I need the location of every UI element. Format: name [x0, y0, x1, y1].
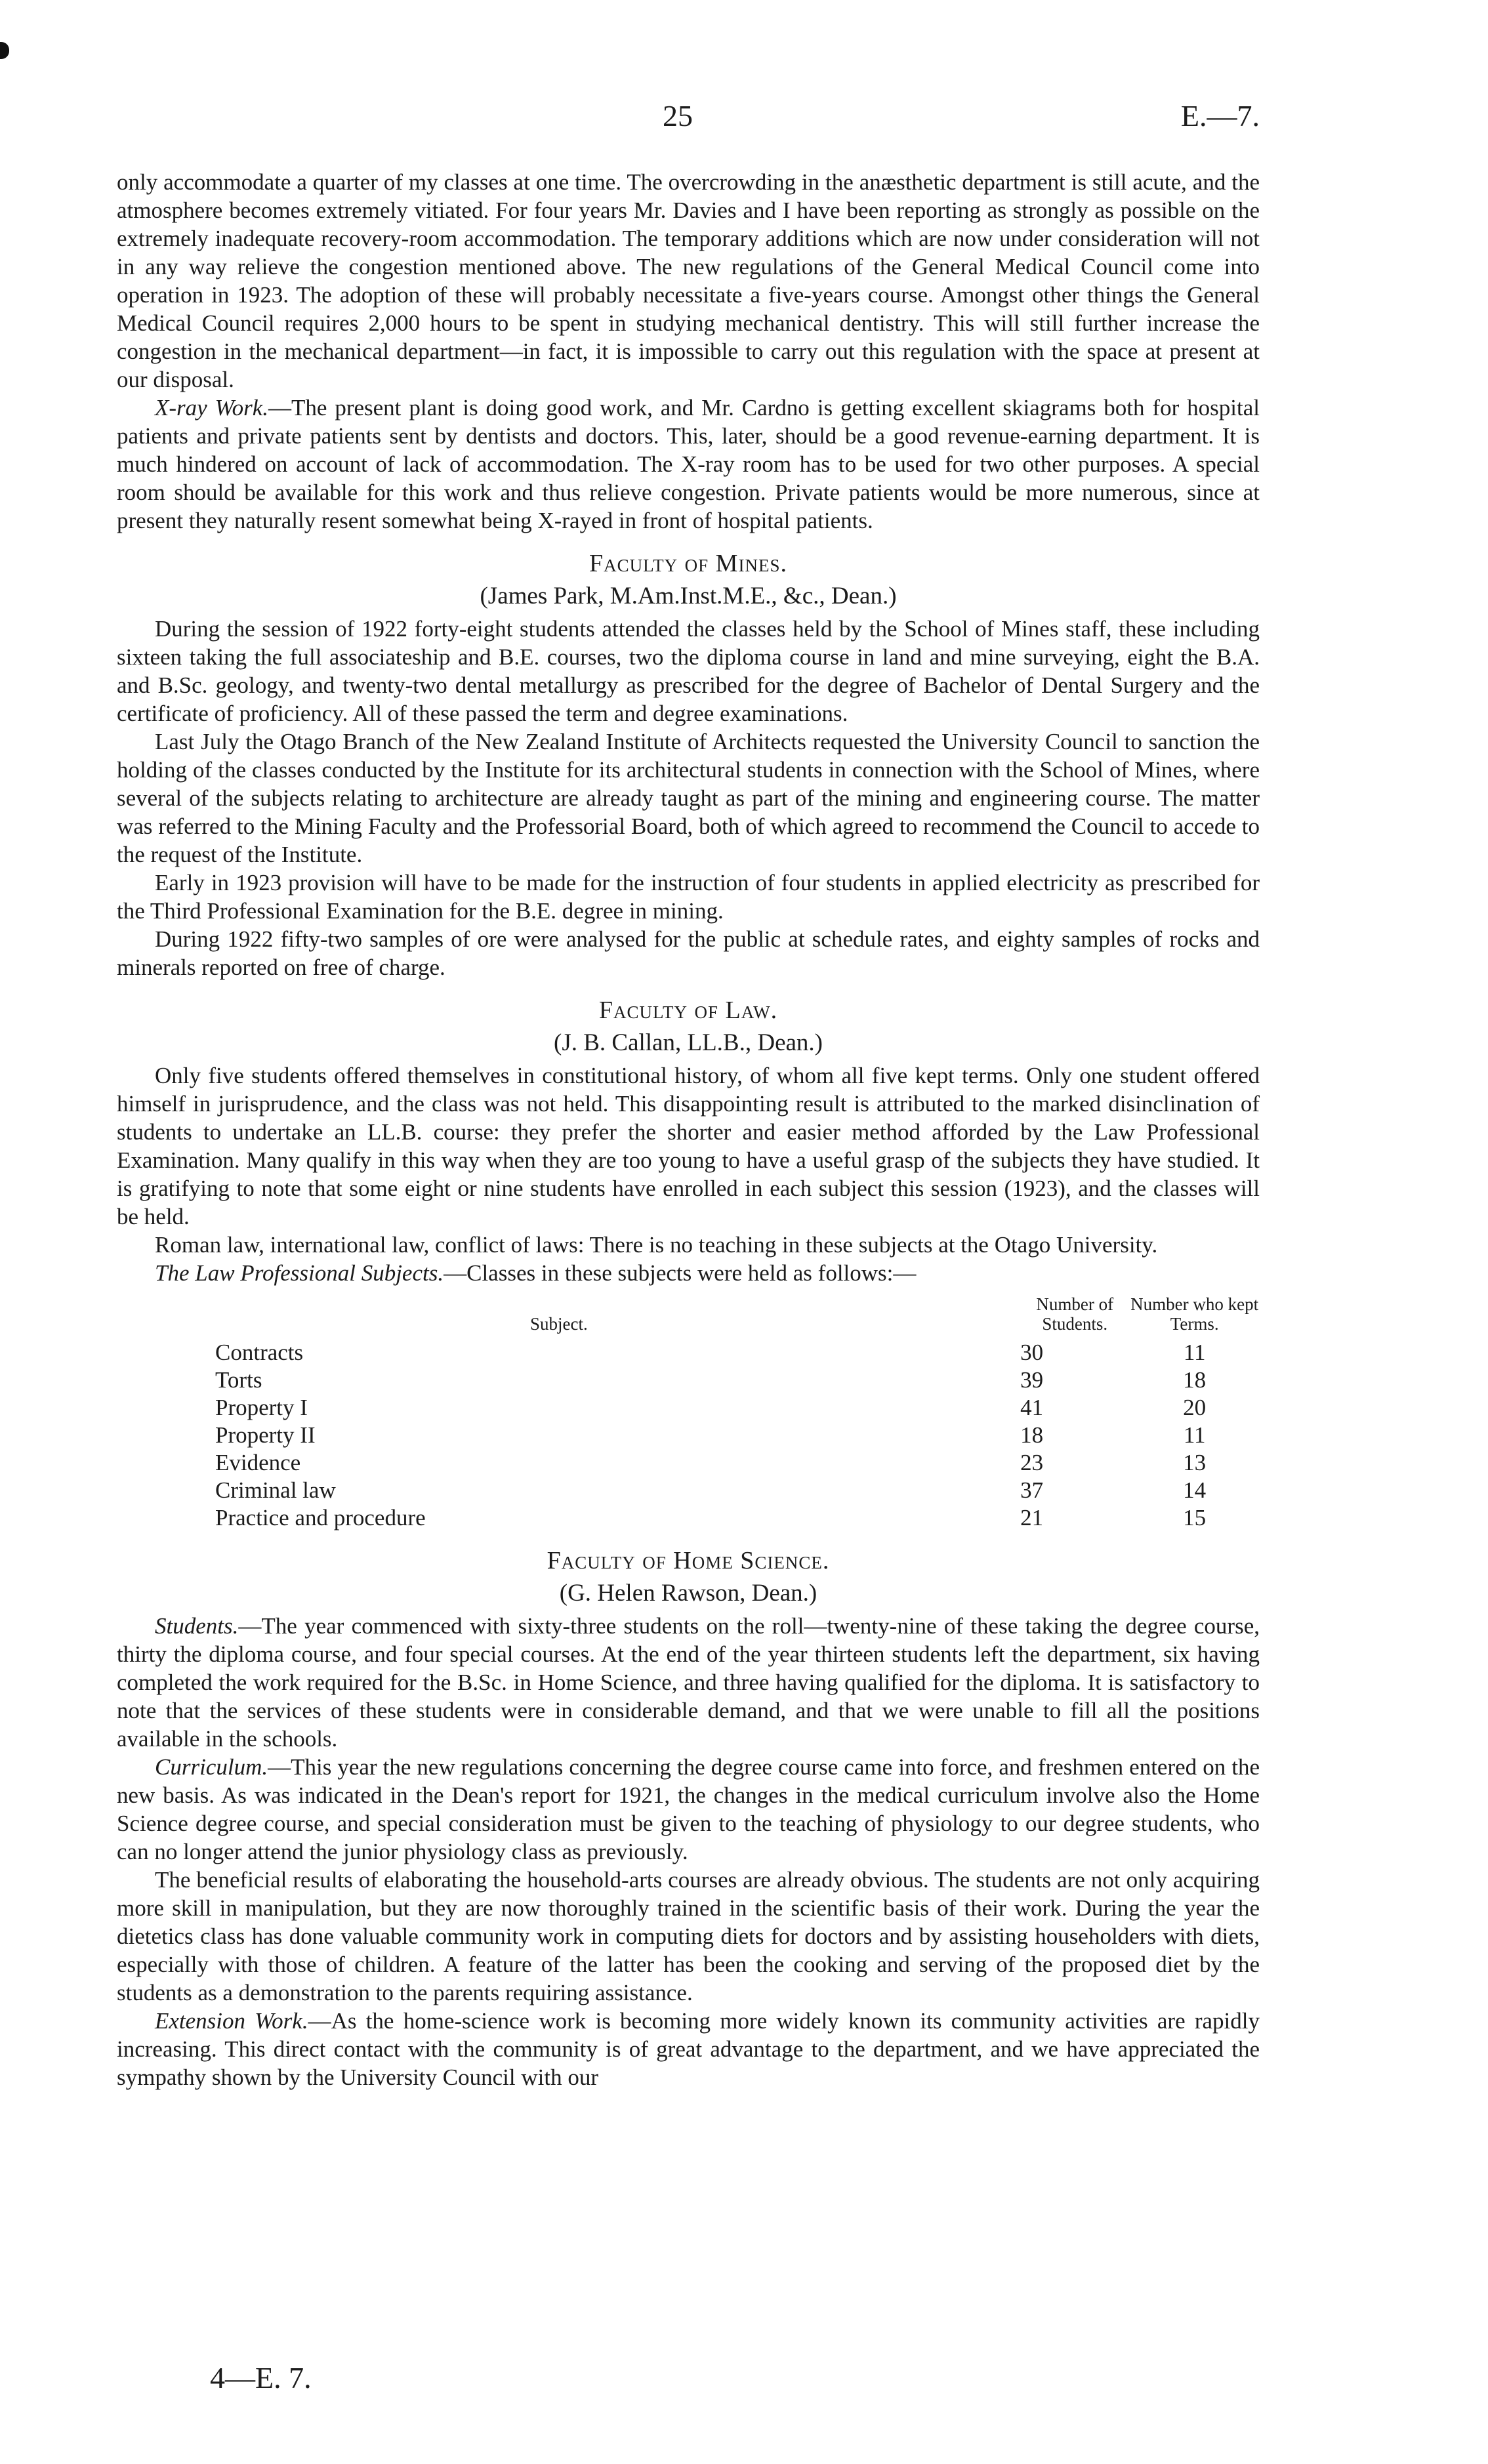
law-paragraph-2: Roman law, international law, conflict of laws: There is no teaching in these subjects at the Otago University. [155, 1232, 1158, 1258]
home-science-students-paragraph [117, 1612, 1260, 1753]
column-header-students: Number of Students. [1036, 1294, 1114, 1334]
law-subjects-paragraph [117, 1259, 1260, 1287]
home-science-curriculum-paragraph [117, 1753, 1260, 1866]
margin-mark [0, 42, 9, 59]
students-cell: 41 [1020, 1395, 1044, 1420]
page-body [117, 168, 1260, 2091]
subject-cell: Criminal law [215, 1477, 336, 1503]
subject-cell: Practice and procedure [215, 1505, 426, 1530]
document-code: E.—7. [1180, 99, 1260, 133]
page-number: 25 [663, 99, 693, 133]
mines-paragraph-2: Last July the Otago Branch of the New Zealand Institute of Architects requested the University Council to sanction the holding of the classes conducted by the Institute for its architectural students in connection with the School of Mines, where several of the subjects relating to architecture are already taught as part of the mining and engineering course. The matter was referred to the Mining Faculty and the Professorial Board, both of which agreed to recommend the Council to accede to the request of the Institute. [117, 729, 1260, 867]
home-science-dean: (G. Helen Rawson, Dean.) [559, 1580, 817, 1607]
mines-paragraph-4: During 1922 fifty-two samples of ore were analysed for the public at schedule rates, and eighty samples of rocks and minerals reported on free of charge. [117, 926, 1260, 980]
table-row [215, 1339, 1260, 1366]
curriculum-text: —This year the new regulations concerning the degree course came into force, and freshmen entered on the new basis. As was indicated in the Dean's report for 1921, the changes in the medical curriculum involve also the Home Science degree course, and special consideration must be given to the teaching of physiology to our degree students, who can no longer attend the junior physiology class as previously. [117, 1754, 1260, 1864]
law-subjects-lead: The Law Professional Subjects. [155, 1260, 444, 1286]
curriculum-lead: Curriculum. [155, 1754, 268, 1780]
mines-paragraph-3: Early in 1923 provision will have to be made for the instruction of four students in applied electricity as prescribed for the Third Professional Examination for the B.E. degree in mining. [117, 870, 1260, 924]
xray-text: —The present plant is doing good work, and Mr. Cardno is getting excellent skiagrams both for hospital patients and private patients sent by dentists and doctors. This, later, should be a good revenue-earning department. It is much hindered on account of lack of accommodation. The X-ray room has to be used for two other purposes. A special room should be available for this work and thus relieve congestion. Private patients would be more numerous, since at present they naturally resent somewhat being X-rayed in front of hospital patients. [117, 395, 1260, 533]
kept-terms-cell: 11 [1183, 1422, 1206, 1448]
table-header-row [215, 1294, 1260, 1339]
extension-lead: Extension Work. [155, 2008, 308, 2034]
students-cell: 30 [1020, 1340, 1044, 1365]
subject-cell: Torts [215, 1367, 262, 1393]
column-header-subject: Subject. [530, 1314, 588, 1334]
law-subjects-table [215, 1294, 1260, 1532]
page-header [0, 98, 1488, 138]
home-science-title: Faculty of Home Science. [547, 1547, 830, 1574]
table-row [215, 1477, 1260, 1504]
extension-text: —As the home-science work is becoming more widely known its community activities are rapidly increasing. This direct contact with the community is of great advantage to the department, and we have appreciated the sympathy shown by the University Council with our [117, 2008, 1260, 2090]
law-paragraph-1: Only five students offered themselves in constitutional history, of whom all five kept terms. Only one student offered himself in jurisprudence, and the class was not held. This disappointing result is attributed to the marked disinclination of students to undertake an LL.B. course: they prefer the shorter and easier method afforded by the Law Professional Examination. Many qualify in this way when they are too young to have a useful grasp of the subjects they have studied. It is gratifying to note that some eight or nine students have enrolled in each subject this session (1923), and the classes will be held. [117, 1063, 1260, 1229]
mines-paragraph-1: During the session of 1922 forty-eight students attended the classes held by the School of Mines staff, these including sixteen taking the full associateship and B.E. courses, two the diploma course in land and mine surveying, eight the B.A. and B.Sc. geology, and twenty-two dental metallurgy as prescribed for the degree of Bachelor of Dental Surgery and the certificate of proficiency. All of these passed the term and degree examinations. [117, 616, 1260, 726]
students-cell: 23 [1020, 1450, 1044, 1475]
law-subjects-text: —Classes in these subjects were held as follows:— [444, 1260, 917, 1286]
students-cell: 37 [1020, 1477, 1044, 1503]
home-science-extension-paragraph [117, 2007, 1260, 2091]
subject-cell: Property I [215, 1395, 308, 1420]
footer-code: 4—E. 7. [210, 2361, 312, 2394]
students-cell: 18 [1020, 1422, 1044, 1448]
kept-terms-cell: 11 [1183, 1340, 1206, 1365]
students-cell: 21 [1020, 1505, 1044, 1530]
kept-terms-cell: 18 [1183, 1367, 1207, 1393]
table-row [215, 1394, 1260, 1422]
kept-terms-cell: 15 [1183, 1505, 1207, 1530]
law-title: Faculty of Law. [598, 996, 778, 1024]
table-row [215, 1449, 1260, 1477]
subject-cell: Property II [215, 1422, 316, 1448]
kept-terms-cell: 20 [1183, 1395, 1207, 1420]
students-text: —The year commenced with sixty-three students on the roll—twenty-nine of these taking the degree course, thirty the diploma course, and four special courses. At the end of the year thirteen students left the department, six having completed the work required for the B.Sc. in Home Science, and three having qualified for the diploma. It is satisfactory to note that the services of these students were in considerable demand, and that we were unable to fill all the positions available in the schools. [117, 1613, 1260, 1752]
subject-cell: Evidence [215, 1450, 301, 1475]
xray-paragraph [117, 394, 1260, 535]
xray-lead: X-ray Work. [155, 395, 268, 421]
kept-terms-cell: 13 [1183, 1450, 1207, 1475]
students-lead: Students. [155, 1613, 239, 1639]
mines-dean: (James Park, M.Am.Inst.M.E., &c., Dean.) [480, 583, 897, 609]
table-row [215, 1366, 1260, 1394]
students-cell: 39 [1020, 1367, 1044, 1393]
subject-cell: Contracts [215, 1340, 304, 1365]
mines-title: Faculty of Mines. [589, 550, 787, 577]
home-science-arts-paragraph: The beneficial results of elaborating the household-arts courses are already obvious. The students are not only acquiring more skill in manipulation, but they are now thoroughly trained in the scientific basis of their work. During the year the dietetics class has done valuable community work in computing diets for doctors and by assisting householders with diets, especially with those of children. A feature of the latter has been the cooking and serving of the proposed diet by the students as a demonstration to the parents requiring assistance. [117, 1867, 1260, 2005]
intro-paragraph: only accommodate a quarter of my classes at one time. The overcrowding in the anæsthetic department is still acute, and the atmosphere becomes extremely vitiated. For four years Mr. Davies and I have been reporting as strongly as possible on the extremely inadequate recovery-room accommodation. The temporary additions which are now under consideration will not in any way relieve the congestion mentioned above. The new regulations of the General Medical Council come into operation in 1923. The adoption of these will probably necessitate a five-years course. Amongst other things the General Medical Council requires 2,000 hours to be spent in studying mechanical dentistry. This will still further increase the congestion in the mechanical department—in fact, it is impossible to carry out this regulation with the space at present at our disposal. [117, 169, 1260, 392]
kept-terms-cell: 14 [1183, 1477, 1207, 1503]
law-dean: (J. B. Callan, LL.B., Dean.) [554, 1029, 823, 1056]
column-header-kept-terms: Number who kept Terms. [1130, 1294, 1259, 1334]
table-row [215, 1504, 1260, 1532]
table-row [215, 1422, 1260, 1449]
